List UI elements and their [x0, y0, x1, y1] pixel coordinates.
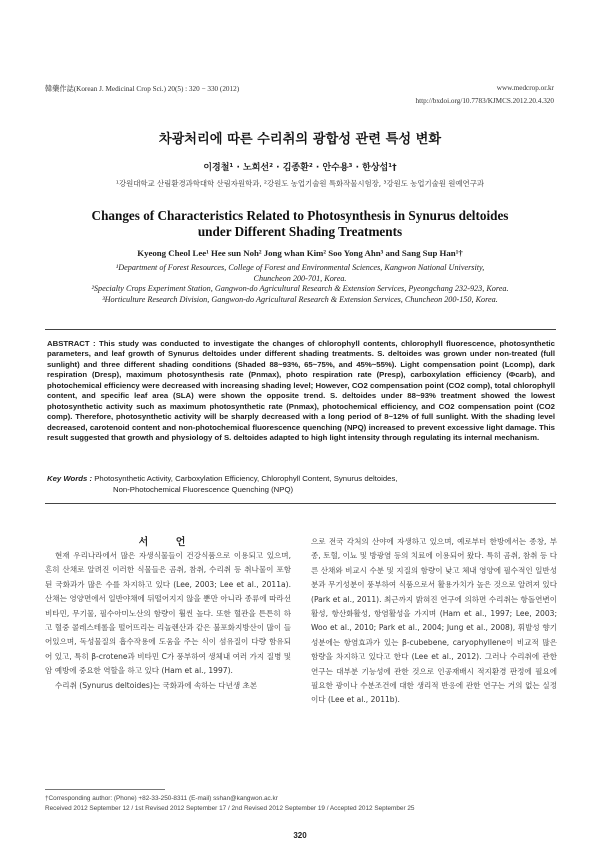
korean-title: 차광처리에 따른 수리취의 광합성 관련 특성 변화	[158, 132, 442, 147]
korean-authors: 이경철¹ · 노희선² · 김종환² · 안수용³ · 한상섭¹†	[203, 163, 397, 173]
english-title	[0, 208, 600, 240]
footnote	[45, 794, 414, 813]
paragraph: 수리취 (Synurus deltoides)는 국화과에 속하는 다년생 초본	[55, 680, 258, 690]
korean-affiliations: ¹강원대학교 산림환경과학대학 산림자원학과, ²강원도 농업기술원 특화작물시험장, ³강원도 농업기술원 원예연구과	[116, 179, 484, 188]
keywords	[47, 474, 555, 495]
english-title-line2: under Different Shading Treatments	[197, 224, 403, 239]
english-affiliations	[40, 263, 560, 305]
divider-top	[45, 329, 556, 330]
keywords-label: Key Words :	[47, 474, 93, 483]
paragraph: 으로 전국 각처의 산야에 자생하고 있으며, 예로부터 한방에서는 종창, 부종, 토혈, 이뇨 및 방광염 등의 치료에 이용되어 왔다. 특히 곰취, 참취 등 다른 산채와 비교시 수분 및 지질의 함량이 낮고 체내 영양에 필수적인 일반성분과 무기성분이 풍부하여 식품으로서 활용가치가 높은 것으로 알려져 있다 (Park et al., 2011). 최근까지 밝혀진 연구에 의하면 수리취는 항돌연변이활성, 항산화활성, 항염활성을 가지며 (Ham et al., 1997; Lee, 2003; Woo et al., 2010; Park et al., 2004; Jung et al., 2008), 휘발성 향기성분에는 항염효과가 있는 β-cubebene, caryophyllene이 비교적 많은 함량을 차지하고 있다고 한다 (Lee et al., 2012). 그러나 수리취에 관한 연구는 대부분 기능성에 관한 것으로 인공재배시 적지환경 판정에 필요에 필요한 광이나 수분조건에 대한 생리적 반응에 관한 연구는 거의 없는 실정이다 (Lee et al., 2011b).	[311, 537, 557, 705]
footnote-divider	[45, 789, 165, 790]
affiliation-1-city: Chuncheon 200-701, Korea.	[253, 273, 347, 283]
affiliation-3: ³Horticulture Research Division, Gangwon-do Agricultural Research & Extension Services, Chuncheon 200-150, Korea.	[102, 294, 498, 304]
affiliation-1: ¹Department of Forest Resources, College of Forest and Environmental Sciences, Kangwon National University,	[115, 263, 485, 272]
received-dates: Received 2012 September 12 / 1st Revised 2012 September 17 / 2nd Revised 2012 September 19 / Accepted 2012 September 25	[45, 804, 415, 812]
journal-url[interactable]: www.medcrop.or.kr	[496, 84, 554, 92]
keywords-line2: Non-Photochemical Fluorescence Quenching (NPQ)	[113, 484, 294, 494]
doi-link[interactable]: http://bxdoi.org/10.7783/KJMCS.2012.20.4.320	[415, 97, 554, 105]
corresponding-author: †Corresponding author: (Phone) +82-33-250-8311 (E-mail) sshan@kangwon.ac.kr	[45, 795, 278, 802]
english-title-line1: Changes of Characteristics Related to Photosynthesis in Synurus deltoides	[91, 208, 509, 223]
divider-bottom	[45, 503, 556, 504]
body-left-column	[45, 549, 291, 693]
paragraph: 현재 우리나라에서 많은 자생식물들이 건강식품으로 이용되고 있으며, 흔히 산채로 알려진 이러한 식물들은 곰취, 참취, 수리취 등 취나물이 포함된 국화과가 많은 수를 차지하고 있다 (Lee, 2003; Lee et al., 2011a). 산채는 영양면에서 일반야채에 뒤떨어지지 않을 뿐만 아니라 종류에 따라선 비타민, 무기물, 필수아미노산의 함량이 훨씬 높다. 또한 혈관을 튼튼히 하고 혈중 콜레스테롤을 떨어뜨리는 리놀렌산과 같은 불포화지방산이 많이 들어있으며, 독성물질의 흡수작용에 도움을 주는 식이 섬유질이 다량 함유되어 있고, 특히 β-crotene과 비타민 C가 풍부하여 생체내 여러 가지 질병 및 암 예방에 중요한 역할을 하고 있다 (Ham et al., 1997).	[45, 551, 291, 676]
abstract: ABSTRACT : This study was conducted to investigate the changes of chlorophyll contents, chlorophyll fluorescence, photosynthetic parameters, and leaf growth of Synurus deltoides under different shading treatments. S. deltoides was grown under non-treated (full sunlight) and three different shading conditions (Shaded 88~93%, 65~75%, and 45%~55%). Light compensation point (Lcomp), dark respiration (Dresp), maximum photosynthesis rate (Pnmax), photo respiration rate (Presp), carboxylation efficiency (Φcarb), and photochemical efficiency were decreased with increasing shading level; However, CO2 compensation point (CO2 comp), total chlorophyll content, and specific leaf area (SLA) were shown the opposite trend. S. deltoides under 88~93% treatment showed the lowest photosynthetic activity such as maximum photosynthetic rate (Pnmax), photochemical efficiency, and CO2 compensation point (CO2 comp). Therefore, photosynthetic activity will be sharply decreased with a long period of 8~12% of full sunlight. With the shading level decreased, carotenoid content and non-photochemical fluorescence quenching (NPQ) increased to prevent excessive light damage. This result suggested that growth and physiology of S. deltoides adapted to high light intensity through regulating its internal mechanism.	[47, 339, 555, 443]
journal-citation: 韓藥作誌(Korean J. Medicinal Crop Sci.) 20(5) : 320 − 330 (2012)	[45, 85, 240, 93]
affiliation-2: ²Specialty Crops Experiment Station, Gangwon-do Agricultural Research & Extension Services, Pyeongchang 232-923, Korea.	[91, 284, 509, 294]
page-number: 320	[293, 831, 307, 840]
english-authors: Kyeong Cheol Lee¹ Hee sun Noh² Jong whan Kim² Soo Yong Ahn³ and Sang Sup Han¹†	[137, 248, 463, 258]
body-right-column	[311, 535, 557, 708]
section-heading-introduction: 서 언	[138, 537, 198, 548]
keywords-line1: Photosynthetic Activity, Carboxylation Efficiency, Chlorophyll Content, Synurus deltoides,	[92, 474, 398, 483]
